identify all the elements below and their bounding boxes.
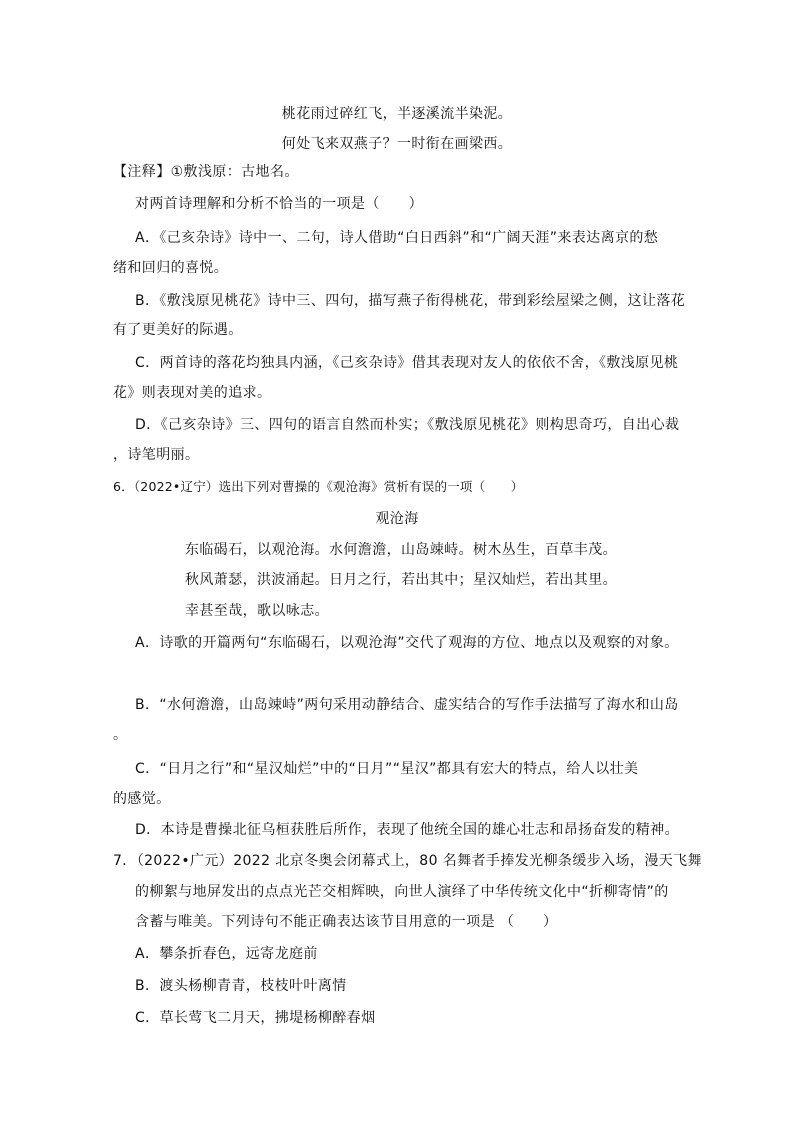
option-d: D．《己亥杂诗》三、四句的语言自然而朴实；《敷浅原见桃花》则构思奇巧，自出心裁	[135, 417, 680, 433]
poem-line: 东临碣石，以观沧海。水何澹澹，山岛竦峙。树木丛生，百草丰茂。	[185, 542, 617, 558]
question-stem: 7．（2022•广元）2022 北京冬奥会闭幕式上，80 名舞者手捧发光柳条缓步入场，漫天飞舞	[113, 853, 702, 869]
question-stem-cont: 的柳絮与地屏发出的点点光芒交相辉映，向世人演绎了中华传统文化中“折柳寄情”的	[135, 884, 669, 900]
question-stem: 6．（2022•辽宁）选出下列对曹操的《观沧海》赏析有误的一项（ ）	[113, 479, 524, 494]
option-a: A．攀条折春色，远寄龙庭前	[135, 946, 318, 962]
question-stem-cont: 含蓄与唯美。下列诗句不能正确表达该节目用意的一项是 （ ）	[135, 914, 558, 930]
option-b: B．渡头杨柳青青，枝枝叶叶离情	[135, 978, 347, 994]
option-c: C．两首诗的落花均独具内涵，《己亥杂诗》借其表现对友人的依依不舍，《敷浅原见桃	[135, 355, 679, 371]
option-d: D．本诗是曹操北征乌桓获胜后所作，表现了他统全国的雄心壮志和昂扬奋发的精神。	[135, 822, 679, 838]
option-c-cont: 花》则表现对美的追求。	[113, 385, 272, 401]
question-stem: 对两首诗理解和分析不恰当的一项是（ ）	[135, 196, 423, 212]
option-b-cont: 。	[113, 727, 128, 743]
option-a: A．诗歌的开篇两句“东临碣石，以观沧海”交代了观海的方位、地点以及观察的对象。	[135, 635, 679, 651]
poem-line: 桃花雨过碎红飞，半逐溪流半染泥。	[281, 106, 513, 122]
poem-title: 观沧海	[375, 511, 419, 527]
poem-line: 秋风萧瑟，洪波涌起。日月之行，若出其中；星汉灿烂，若出其里。	[185, 572, 617, 588]
poem-line: 幸甚至哉，歌以咏志。	[185, 603, 329, 619]
poem-line: 何处飞来双燕子？一时衔在画梁西。	[281, 136, 513, 152]
option-a: A．《己亥杂诗》诗中一、二句，诗人借助“白日西斜”和“广阔天涯”来表达离京的愁	[135, 230, 659, 246]
option-c: C．草长莺飞二月天，拂堤杨柳醉春烟	[135, 1010, 376, 1026]
option-c-cont: 的感觉。	[113, 791, 171, 807]
option-b: B．“水何澹澹，山岛竦峙”两句采用动静结合、虚实结合的写作手法描写了海水和山岛	[135, 697, 679, 713]
option-a-cont: 绪和回归的喜悦。	[113, 260, 229, 276]
option-b: B．《敷浅原见桃花》诗中三、四句，描写燕子衔得桃花，带到彩绘屋梁之侧，这让落花	[135, 293, 686, 309]
option-d-cont: ，诗笔明丽。	[113, 447, 200, 463]
option-b-cont: 有了更美好的际遇。	[113, 322, 243, 338]
option-c: C．“日月之行”和“星汉灿烂”中的“日月”“星汉”都具有宏大的特点，给人以壮美	[135, 761, 639, 777]
annotation-note: 【注释】①敷浅原：古地名。	[113, 164, 299, 180]
